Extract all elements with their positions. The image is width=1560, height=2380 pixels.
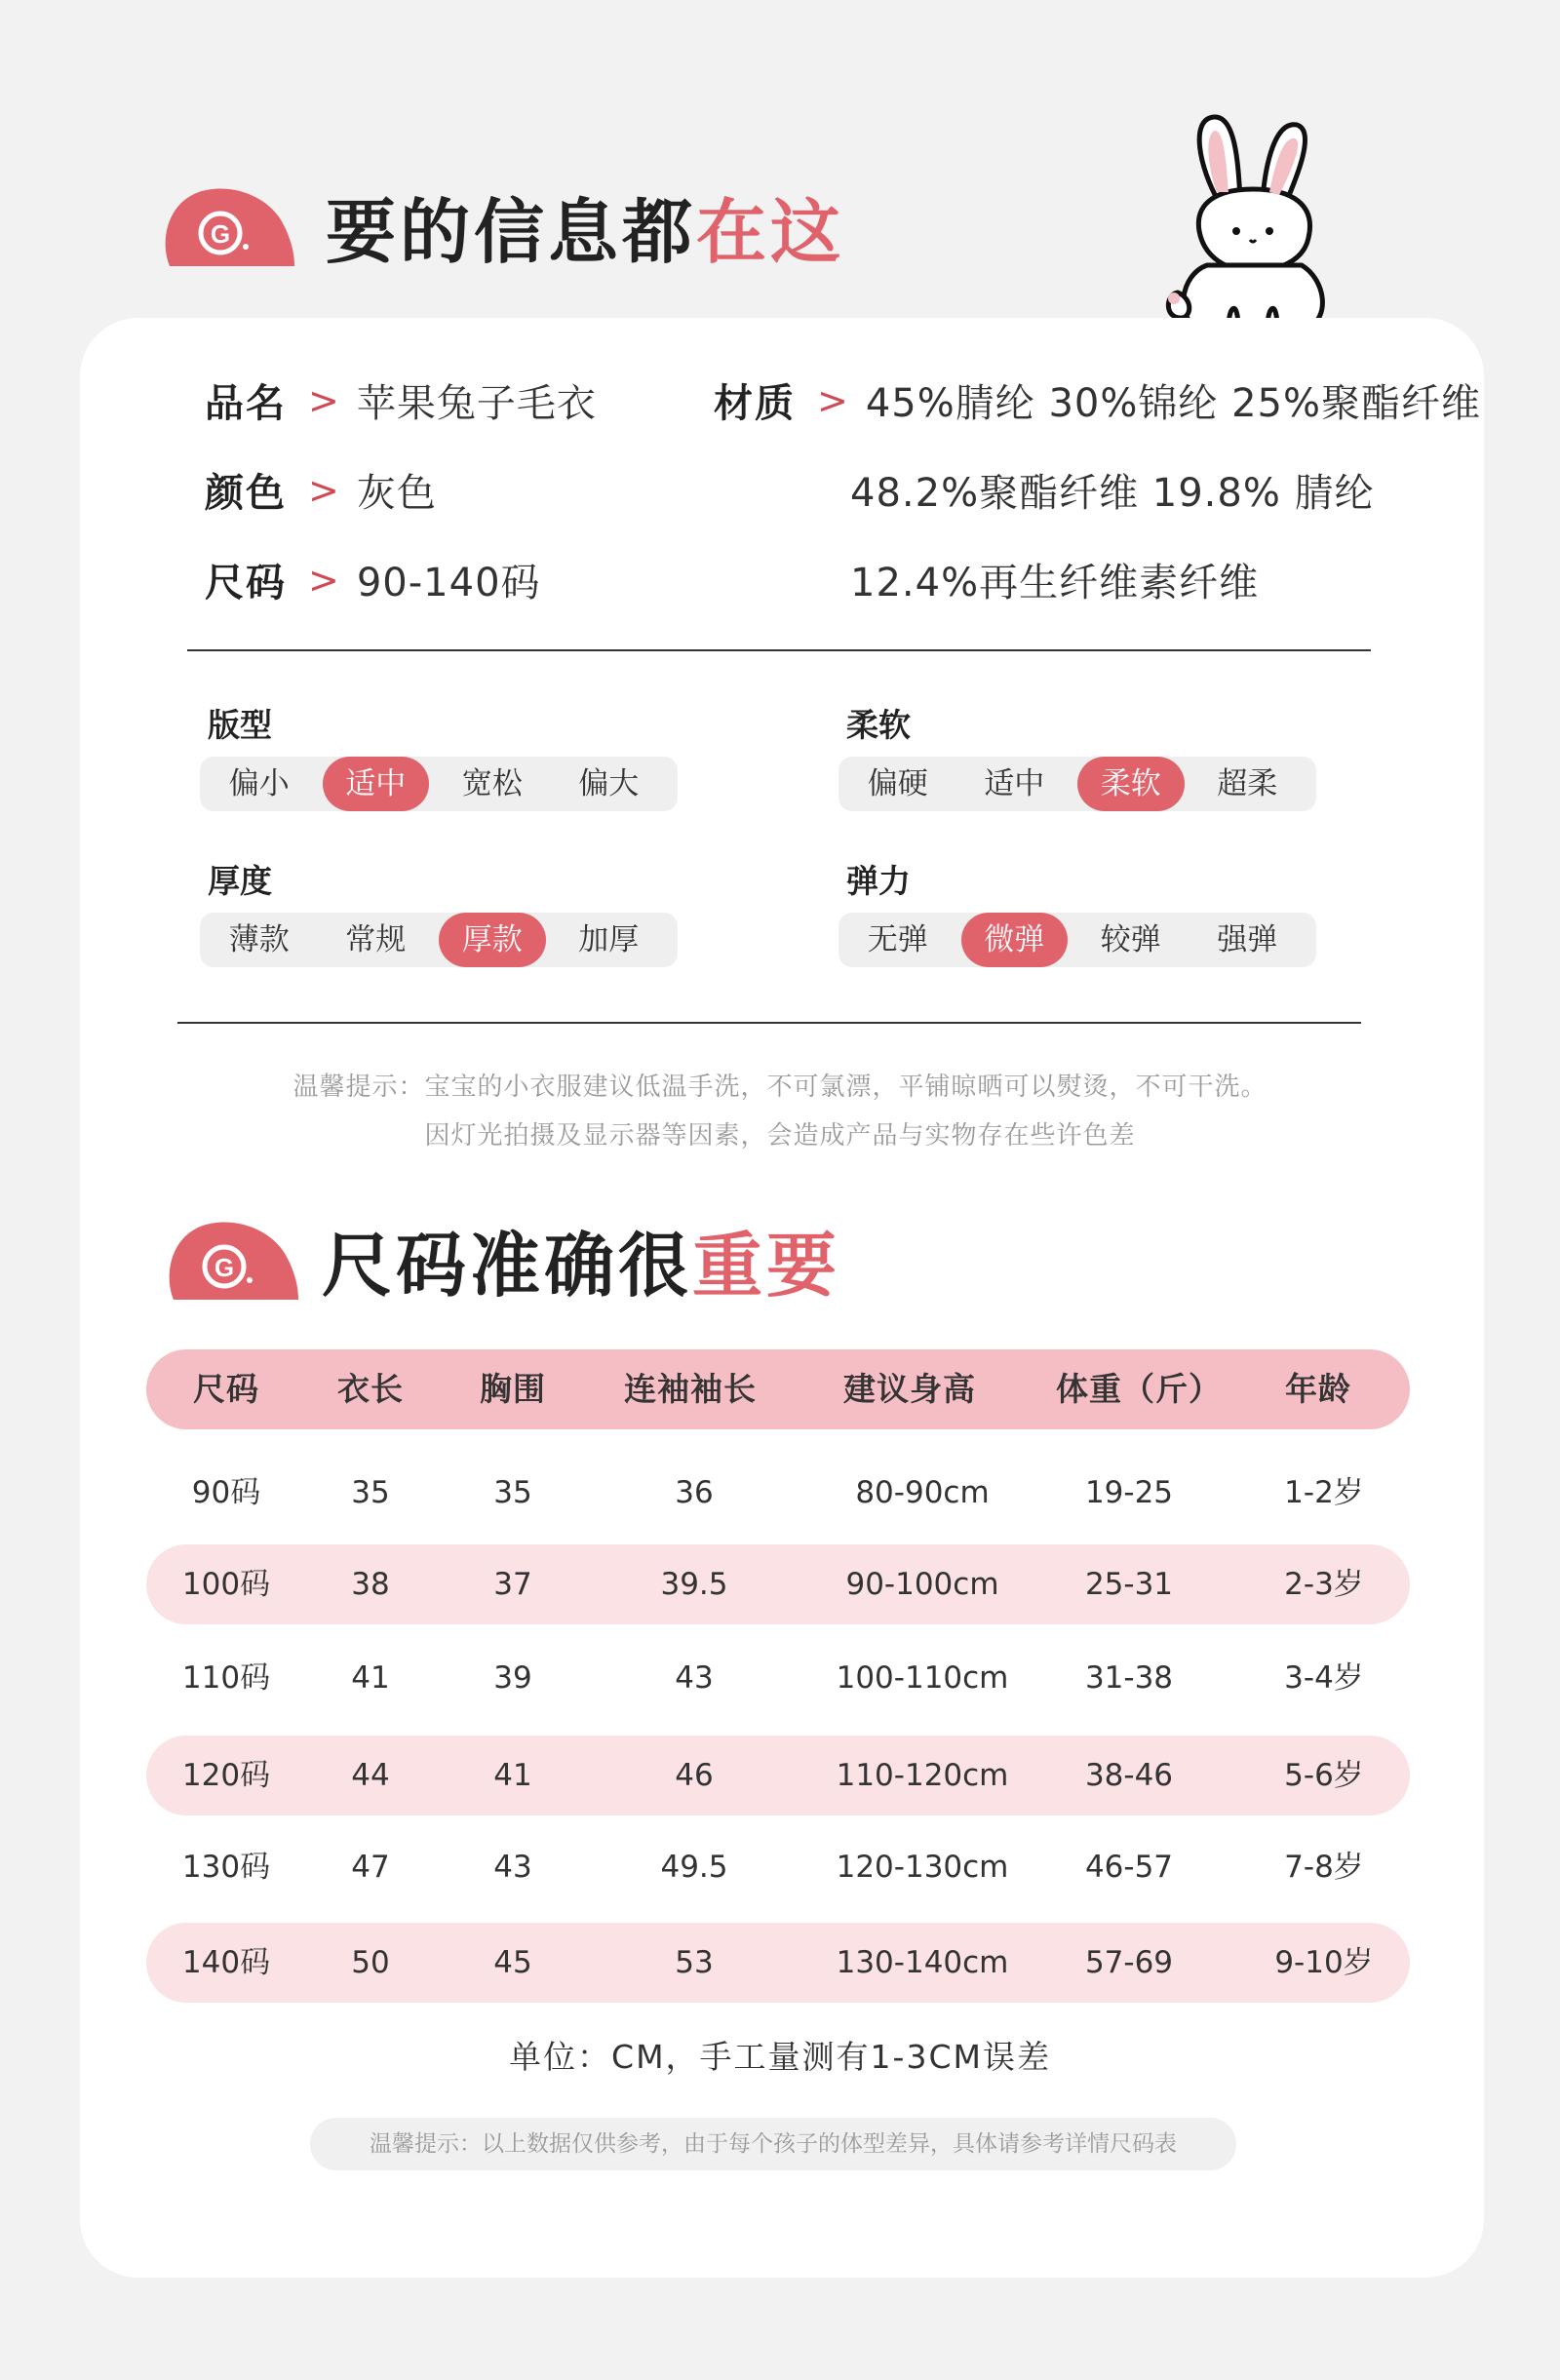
care-tip-line-1: 温馨提示：宝宝的小衣服建议低温手洗，不可氯漂，平铺晾晒可以熨烫，不可干洗。 [292, 1073, 1268, 1102]
table-cell: 47 [351, 1850, 390, 1885]
table-cell: 35 [351, 1475, 390, 1510]
table-header-cell: 胸围 [480, 1370, 546, 1408]
table-cell: 2-3岁 [1284, 1567, 1364, 1602]
table-cell: 46-57 [1084, 1850, 1174, 1885]
attr-title-softness: 柔软 [846, 706, 911, 744]
table-cell: 43 [493, 1850, 532, 1885]
table-cell: 130码 [181, 1850, 271, 1885]
attr-option-selected: 适中 [323, 757, 430, 811]
table-header-cell: 连袖袖长 [624, 1370, 757, 1408]
g-logo-icon [160, 184, 296, 268]
data-tip: 温馨提示：以上数据仅供参考，由于每个孩子的体型差异，具体请参考详情尺码表 [310, 2118, 1236, 2170]
arrow-icon: > [308, 378, 339, 422]
table-cell: 57-69 [1084, 1945, 1174, 1980]
attr-selector-elasticity [838, 913, 1316, 967]
attr-option: 偏大 [578, 766, 640, 801]
name-value: 苹果兔子毛衣 [356, 381, 597, 426]
table-row [146, 1544, 1410, 1624]
attr-option: 强弹 [1217, 922, 1278, 957]
g-logo-icon [164, 1218, 300, 1302]
name-label: 品名 [205, 381, 287, 426]
attr-selector-fit [200, 757, 678, 811]
attr-option-selected: 厚款 [439, 913, 546, 967]
table-cell: 100码 [181, 1567, 271, 1602]
section-title-size: 尺码准确很重要 [322, 1225, 841, 1307]
bunny-illustration [1160, 109, 1346, 335]
table-cell: 5-6岁 [1284, 1758, 1364, 1793]
table-cell: 90码 [191, 1475, 261, 1510]
table-cell: 43 [675, 1660, 714, 1696]
attr-option: 常规 [345, 922, 407, 957]
care-tip-line-2: 因灯光拍摄及显示器等因素，会造成产品与实物存在些许色差 [424, 1121, 1136, 1151]
table-cell: 36 [675, 1475, 714, 1510]
table-cell: 9-10岁 [1274, 1945, 1374, 1980]
table-header-cell: 年龄 [1285, 1370, 1351, 1408]
table-cell: 50 [351, 1945, 390, 1980]
attr-option: 加厚 [578, 922, 640, 957]
table-cell: 38 [351, 1567, 390, 1602]
table-row [146, 1736, 1410, 1815]
table-row [146, 1827, 1410, 1907]
table-cell: 39.5 [660, 1567, 728, 1602]
divider [177, 1022, 1361, 1024]
svg-text:G: G [210, 219, 231, 249]
table-cell: 120-130cm [836, 1850, 1009, 1885]
table-row [146, 1923, 1410, 2003]
table-cell: 38-46 [1084, 1758, 1174, 1793]
table-cell: 39 [493, 1660, 532, 1696]
attr-title-fit: 版型 [208, 706, 272, 744]
attr-selector-thickness [200, 913, 678, 967]
table-cell: 19-25 [1084, 1475, 1174, 1510]
section-header-size [164, 1209, 840, 1310]
table-cell: 35 [493, 1475, 532, 1510]
material-label: 材质 [714, 381, 796, 426]
attr-title-elasticity: 弹力 [846, 862, 911, 900]
material-line-1: 45%腈纶 30%锦纶 25%聚酯纤维 [865, 381, 1481, 426]
table-header-cell: 尺码 [193, 1370, 259, 1408]
attr-option: 较弹 [1100, 922, 1161, 957]
table-cell: 41 [493, 1758, 532, 1793]
section-header-info [160, 176, 844, 277]
table-row [146, 1453, 1410, 1533]
size-table-header [146, 1349, 1410, 1429]
table-header-cell: 衣长 [337, 1370, 404, 1408]
unit-note: 单位：CM，手工量测有1-3CM误差 [509, 2038, 1051, 2076]
table-cell: 31-38 [1084, 1660, 1174, 1696]
material-line-2: 48.2%聚酯纤维 19.8% 腈纶 [850, 471, 1375, 516]
attr-option-selected: 微弹 [961, 913, 1069, 967]
size-value: 90-140码 [356, 561, 541, 605]
arrow-icon: > [308, 468, 339, 512]
attr-option: 适中 [984, 766, 1045, 801]
table-cell: 44 [351, 1758, 390, 1793]
table-cell: 100-110cm [836, 1660, 1009, 1696]
table-cell: 53 [675, 1945, 714, 1980]
table-cell: 41 [351, 1660, 390, 1696]
attr-title-thickness: 厚度 [208, 862, 272, 900]
info-color-row [205, 462, 437, 518]
table-cell: 140码 [181, 1945, 271, 1980]
table-cell: 110码 [181, 1660, 271, 1696]
attr-option: 薄款 [228, 922, 290, 957]
table-cell: 37 [493, 1567, 532, 1602]
section-title-info: 要的信息都在这 [326, 191, 845, 273]
material-line-3: 12.4%再生纤维素纤维 [850, 561, 1260, 605]
divider [187, 649, 1371, 651]
table-header-cell: 体重（斤） [1056, 1370, 1222, 1408]
table-cell: 3-4岁 [1284, 1660, 1364, 1696]
arrow-icon: > [817, 378, 848, 422]
table-cell: 46 [675, 1758, 714, 1793]
table-cell: 49.5 [660, 1850, 728, 1885]
table-cell: 90-100cm [845, 1567, 999, 1602]
attr-selector-softness [838, 757, 1316, 811]
table-row [146, 1638, 1410, 1718]
attr-option-selected: 柔软 [1077, 757, 1185, 811]
table-cell: 7-8岁 [1284, 1850, 1364, 1885]
arrow-icon: > [308, 558, 339, 602]
attr-option: 超柔 [1217, 766, 1278, 801]
table-cell: 45 [493, 1945, 532, 1980]
attr-option: 宽松 [461, 766, 523, 801]
table-cell: 1-2岁 [1284, 1475, 1364, 1510]
attr-option: 偏硬 [867, 766, 928, 801]
info-material-row [714, 372, 1481, 428]
table-cell: 130-140cm [836, 1945, 1009, 1980]
table-cell: 120码 [181, 1758, 271, 1793]
table-cell: 110-120cm [836, 1758, 1009, 1793]
color-value: 灰色 [356, 471, 437, 516]
table-cell: 80-90cm [855, 1475, 990, 1510]
color-label: 颜色 [205, 471, 287, 516]
table-cell: 25-31 [1084, 1567, 1174, 1602]
info-name-row [205, 372, 597, 428]
size-label: 尺码 [205, 561, 287, 605]
attr-option: 无弹 [867, 922, 928, 957]
info-size-row [205, 552, 541, 607]
table-header-cell: 建议身高 [843, 1370, 976, 1408]
attr-option: 偏小 [228, 766, 290, 801]
svg-text:G: G [214, 1253, 235, 1282]
